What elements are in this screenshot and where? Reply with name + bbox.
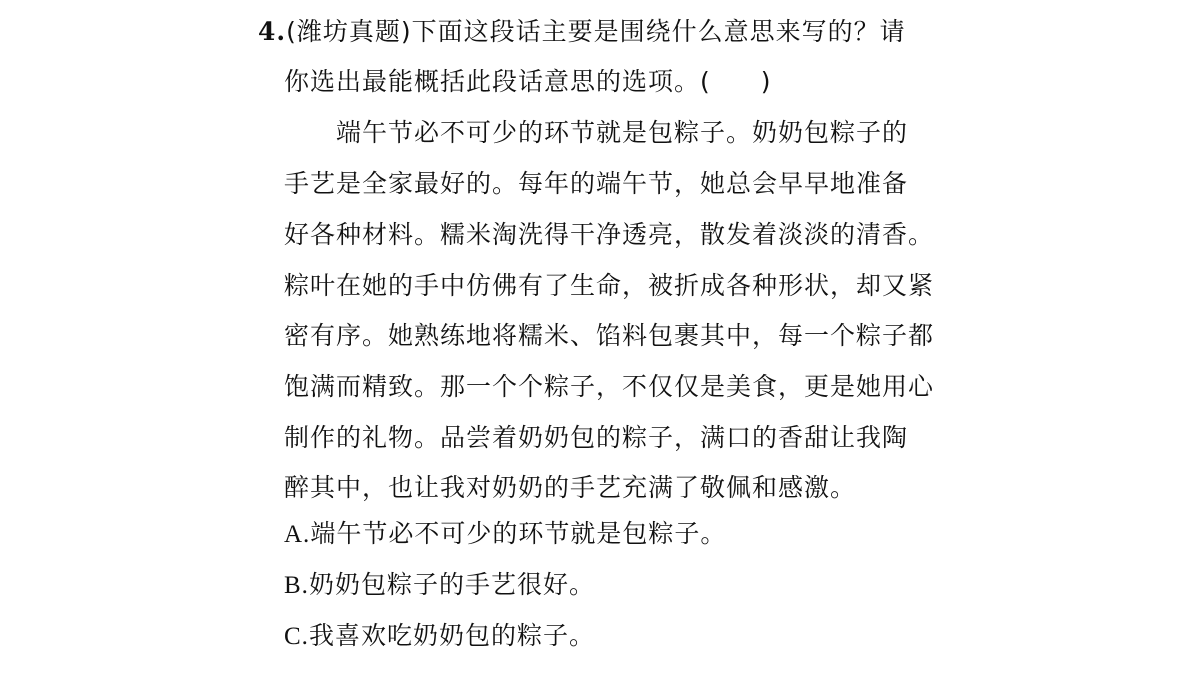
passage-line: 粽叶在她的手中仿佛有了生命，被折成各种形状，却又紧 (284, 271, 935, 300)
question-stem-text-2: 你选出最能概括此段话意思的选项。 (284, 67, 701, 96)
option-c[interactable] (284, 621, 595, 652)
option-b[interactable] (284, 570, 595, 601)
question-stem-line-2 (284, 67, 772, 97)
option-text: 我喜欢吃奶奶包的粽子。 (308, 621, 595, 650)
option-text: 奶奶包粽子的手艺很好。 (308, 570, 595, 599)
passage-line: 手艺是全家最好的。每年的端午节，她总会早早地准备 (284, 169, 909, 198)
answer-bracket-close: ) (760, 67, 772, 96)
question-stem-text-1: 下面这段话主要是围绕什么意思来写的？请 (411, 17, 906, 46)
question-stem-line-1 (258, 17, 906, 47)
passage-line: 醉其中，也让我对奶奶的手艺充满了敬佩和感激。 (284, 473, 857, 502)
passage-line: 端午节必不可少的环节就是包粽子。奶奶包粽子的 (336, 118, 909, 147)
passage-line: 饱满而精致。那一个个粽子，不仅仅是美食，更是她用心 (284, 372, 935, 401)
question-source: (潍坊真题) (286, 17, 412, 46)
option-letter: A. (284, 521, 311, 548)
passage-line: 密有序。她熟练地将糯米、馅料包裹其中，每一个粽子都 (284, 321, 935, 350)
question-number: 4. (258, 17, 287, 46)
passage-line: 好各种材料。糯米淘洗得干净透亮，散发着淡淡的清香。 (284, 220, 935, 249)
answer-bracket-open: ( (700, 67, 711, 96)
option-letter: C. (284, 623, 309, 650)
option-text: 端午节必不可少的环节就是包粽子。 (310, 519, 727, 548)
option-letter: B. (284, 572, 309, 599)
option-a[interactable] (284, 519, 726, 550)
passage-line: 制作的礼物。品尝着奶奶包的粽子，满口的香甜让我陶 (284, 423, 909, 452)
